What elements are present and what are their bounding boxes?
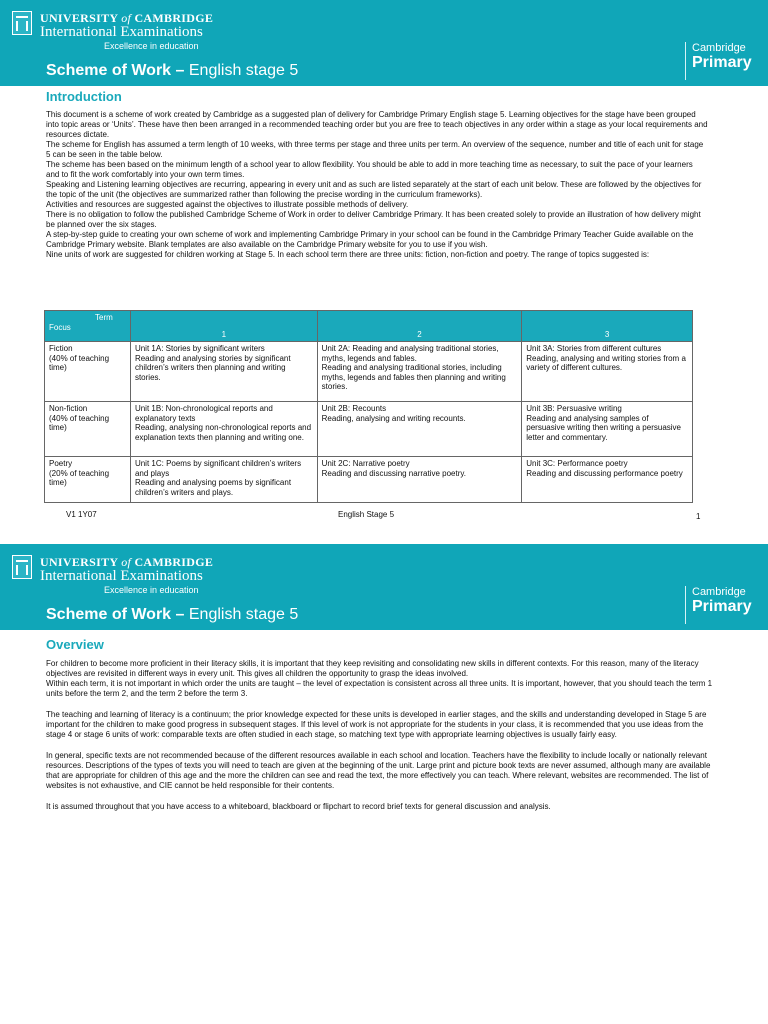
section-heading: Overview bbox=[46, 637, 104, 652]
table-row: Poetry (20% of teaching time) Unit 1C: Poems by significant children’s writers and plays Reading and analysing poems by significant children’s writers and plays. Unit 2C: Narrative poetry Reading and discussing narrative poetry. Unit 3C: Performance poetry Reading and discussing performance poetry bbox=[45, 457, 693, 503]
units-table bbox=[44, 310, 693, 503]
cambridge-primary-logo: Cambridge Primary bbox=[685, 586, 754, 624]
page-title: Scheme of Work – English stage 5 bbox=[46, 62, 299, 79]
cambridge-logo: UNIVERSITY of CAMBRIDGE International Examinations Excellence in education bbox=[12, 553, 232, 601]
crest-icon bbox=[12, 555, 32, 579]
section-heading: Introduction bbox=[46, 89, 122, 104]
header-banner bbox=[0, 544, 768, 630]
cambridge-primary-logo: Cambridge Primary bbox=[685, 42, 754, 80]
intro-text: This document is a scheme of work created by Cambridge as a suggested plan of delivery for Cambridge Primary English stage 5. Learning objectives for the stage have been grouped into topic areas or ‘Units’. These have then been arranged in a recommended teaching order but you are free to teach objectives in any order within a stage as your local requirements and resources dictate. The scheme for English has assumed a term length of 10 weeks, with three terms per stage and three units per term. An overview of the sequence, number and title of each unit for stage 5 can be seen in the table below. The scheme has been based on the minimum length of a school year to allow flexibility. You should be able to add in more teaching time as necessary, to suit the pace of your learners and to fit the work comfortably into your own term times. Speaking and Listening learning objectives are recurring, appearing in every unit and as such are listed separately at the start of each unit below. These are followed by the objectives for the topic of the unit (the objectives are summarized rather than following the precise wording in the curriculum frameworks). Activities and resources are suggested against the objectives to illustrate possible methods of delivery. There is no obligation to follow the published Cambridge Scheme of Work in order to deliver Cambridge Primary. It has been created solely to provide an illustration of how delivery might be planned over the six stages. A step-by-step guide to creating your own scheme of work and implementing Cambridge Primary in your school can be found in the Cambridge Primary Teacher Guide available on the Cambridge Primary website. Blank templates are also available on the Cambridge Primary website for you to use if you wish. Nine units of work are suggested for children working at Stage 5. In each school term there are three units: fiction, non-fiction and poetry. The range of topics suggested is: bbox=[46, 110, 708, 259]
table-row: Fiction (40% of teaching time) Unit 1A: Stories by significant writers Reading and analysing stories by significant children’s writers then planning and writing stories. Unit 2A: Reading and analysing traditional stories, myths, legends and fables. Reading and analysing traditional stories, including myths, legends and fables then planning and writing stories. Unit 3A: Stories from different cultures Reading, analysing and writing stories from a variety of different cultures. bbox=[45, 342, 693, 402]
page-title: Scheme of Work – English stage 5 bbox=[46, 606, 299, 623]
footer-title: English Stage 5 bbox=[338, 510, 395, 519]
page-number: 1 bbox=[696, 512, 701, 521]
footer-version: V1 1Y07 bbox=[66, 510, 97, 519]
header-banner bbox=[0, 0, 768, 86]
cambridge-logo: UNIVERSITY of CAMBRIDGE International Examinations Excellence in education bbox=[12, 9, 232, 57]
crest-icon bbox=[12, 11, 32, 35]
page-2 bbox=[0, 544, 768, 1024]
table-header-row: Term Focus 1 2 3 bbox=[45, 311, 693, 342]
table-row: Non-fiction (40% of teaching time) Unit 1B: Non-chronological reports and explanatory texts Reading, analysing non-chronological reports and explanation texts then planning and writing one. Unit 2B: Recounts Reading, analysing and writing recounts. Unit 3B: Persuasive writing Reading and analysing samples of persuasive writing then writing a persuasive letter and commentary. bbox=[45, 402, 693, 457]
overview-text: For children to become more proficient in their literacy skills, it is important that they keep revisiting and consolidating new skills in different contexts. For this reason, many of the literacy objectives are revisited in different ways in every unit. This gives all children the opportunity to grasp the ideas involved. Within each term, it is not important in which order the units are taught – the level of expectation is consistent across all three units. It is important, however, that you should teach the term 1 units before the term 2, and the term 2 before the term 3. The teaching and learning of literacy is a continuum; the prior knowledge expected for these units is developed in earlier stages, and the skills and understanding developed in Stage 5 are important for the children to make good progress in subsequent stages. If this level of work is not appropriate for the students in your class, it is recommended that you use ideas from the stage 4 or stage 6 units of work: comparable texts are often studied in each stage, so matching text type with appropriate learning objectives is usually fairly easy. In general, specific texts are not recommended because of the different resources available in each school and location. Teachers have the flexibility to include locally or nationally relevant resources. Descriptions of the types of texts you will need to teach are given at the beginning of the unit. Large print and picture book texts are never assumed, although many are available that are appropriate for children of this age and the more the children can see and read the text, the more effectively you can teach. Where relevant, websites are recommended. The list of websites is not exhaustive, and CIE cannot be held responsible for their contents. It is assumed throughout that you have access to a whiteboard, blackboard or flipchart to record brief texts for general discussion and analysis. bbox=[46, 659, 713, 811]
